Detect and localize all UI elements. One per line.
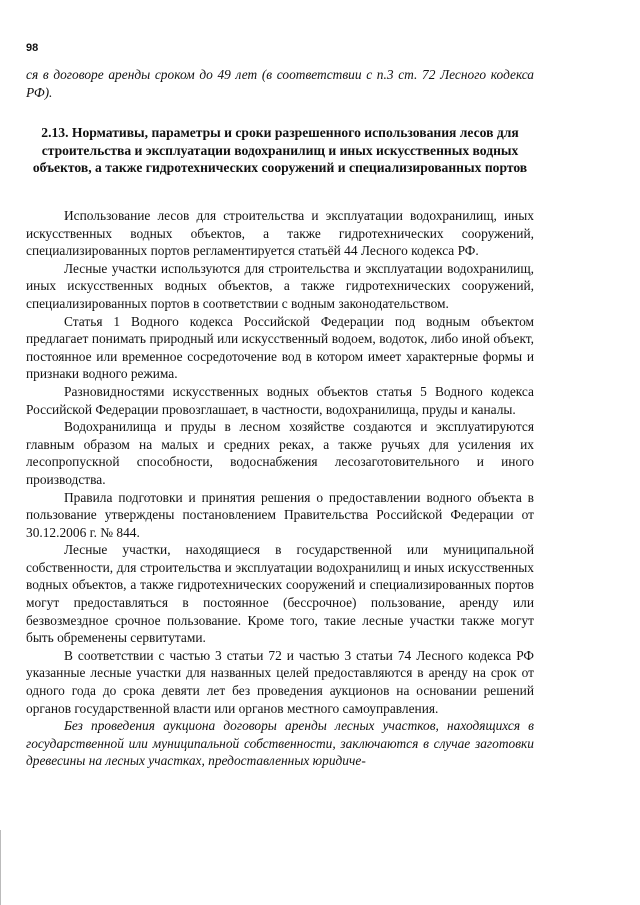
paragraph: В соответствии с частью 3 статьи 72 и частью 3 статьи 74 Лесного кодекса РФ указанные лесные участки для названных целей предоставляются в аренду на срок от одного года до срока девяти лет без проведения аукционов на основании решений органов государственной власти или органов местного самоуправления. xyxy=(26,647,534,716)
paragraph: Использование лесов для строительства и эксплуатации водохранилищ, иных искусственных водных объектов, а также гидротехнических сооружений, специализированных портов регламентируется статьёй 44 Лесного кодекса РФ. xyxy=(26,208,534,259)
carryover-paragraph: ся в договоре аренды сроком до 49 лет (в соответствии с п.3 ст. 72 Лесного кодекса РФ). xyxy=(26,67,534,100)
section-heading: 2.13. Нормативы, параметры и сроки разрешенного использования лесов для строительства и эксплуатации водохранилищ и иных искусственных водных объектов, а также гидротехнических сооружений и специализированных портов xyxy=(32,125,528,175)
paragraph: Лесные участки, находящиеся в государственной или муниципальной собственности, для строительства и эксплуатации водохранилищ и иных искусственных водных объектов, а также гидротехнических сооружений и специализированных портов могут предоставляться в постоянное (бессрочное) пользование, аренду или безвозмездное срочное пользование. Кроме того, такие лесные участки также могут быть обременены сервитутами. xyxy=(26,542,534,646)
page-number: 98 xyxy=(26,42,39,54)
paragraph: Правила подготовки и принятия решения о предоставлении водного объекта в пользование утверждены постановлением Правительства Российской Федерации от 30.12.2006 г. № 844. xyxy=(26,489,534,540)
paragraph: Разновидностями искусственных водных объектов статья 5 Водного кодекса Российской Федерации провозглашает, в частности, водохранилища, пруды и каналы. xyxy=(26,383,534,417)
page-edge-divider xyxy=(0,830,1,905)
italic-paragraph: Без проведения аукциона договоры аренды лесных участков, находящихся в государственной или муниципальной собственности, заключаются в случае заготовки древесины на лесных участках, предоставленных юридиче- xyxy=(26,718,534,769)
paragraph: Лесные участки используются для строительства и эксплуатации водохранилищ, иных искусственных водных объектов, а также гидротехнических сооружений, специализированных портов в соответствии с водным законодательством. xyxy=(26,260,534,311)
paragraph: Статья 1 Водного кодекса Российской Федерации под водным объектом предлагает понимать природный или искусственный водоем, водоток, либо иной объект, постоянное или временное сосредоточение вод в котором имеет характерные формы и признаки водного режима. xyxy=(26,313,534,382)
paragraph: Водохранилища и пруды в лесном хозяйстве создаются и эксплуатируются главным образом на малых и средних реках, а также ручьях для усиления их лесопропускной способности, водоснабжения лесозаготовительного и иного производства. xyxy=(26,419,534,487)
section-body xyxy=(26,207,534,770)
